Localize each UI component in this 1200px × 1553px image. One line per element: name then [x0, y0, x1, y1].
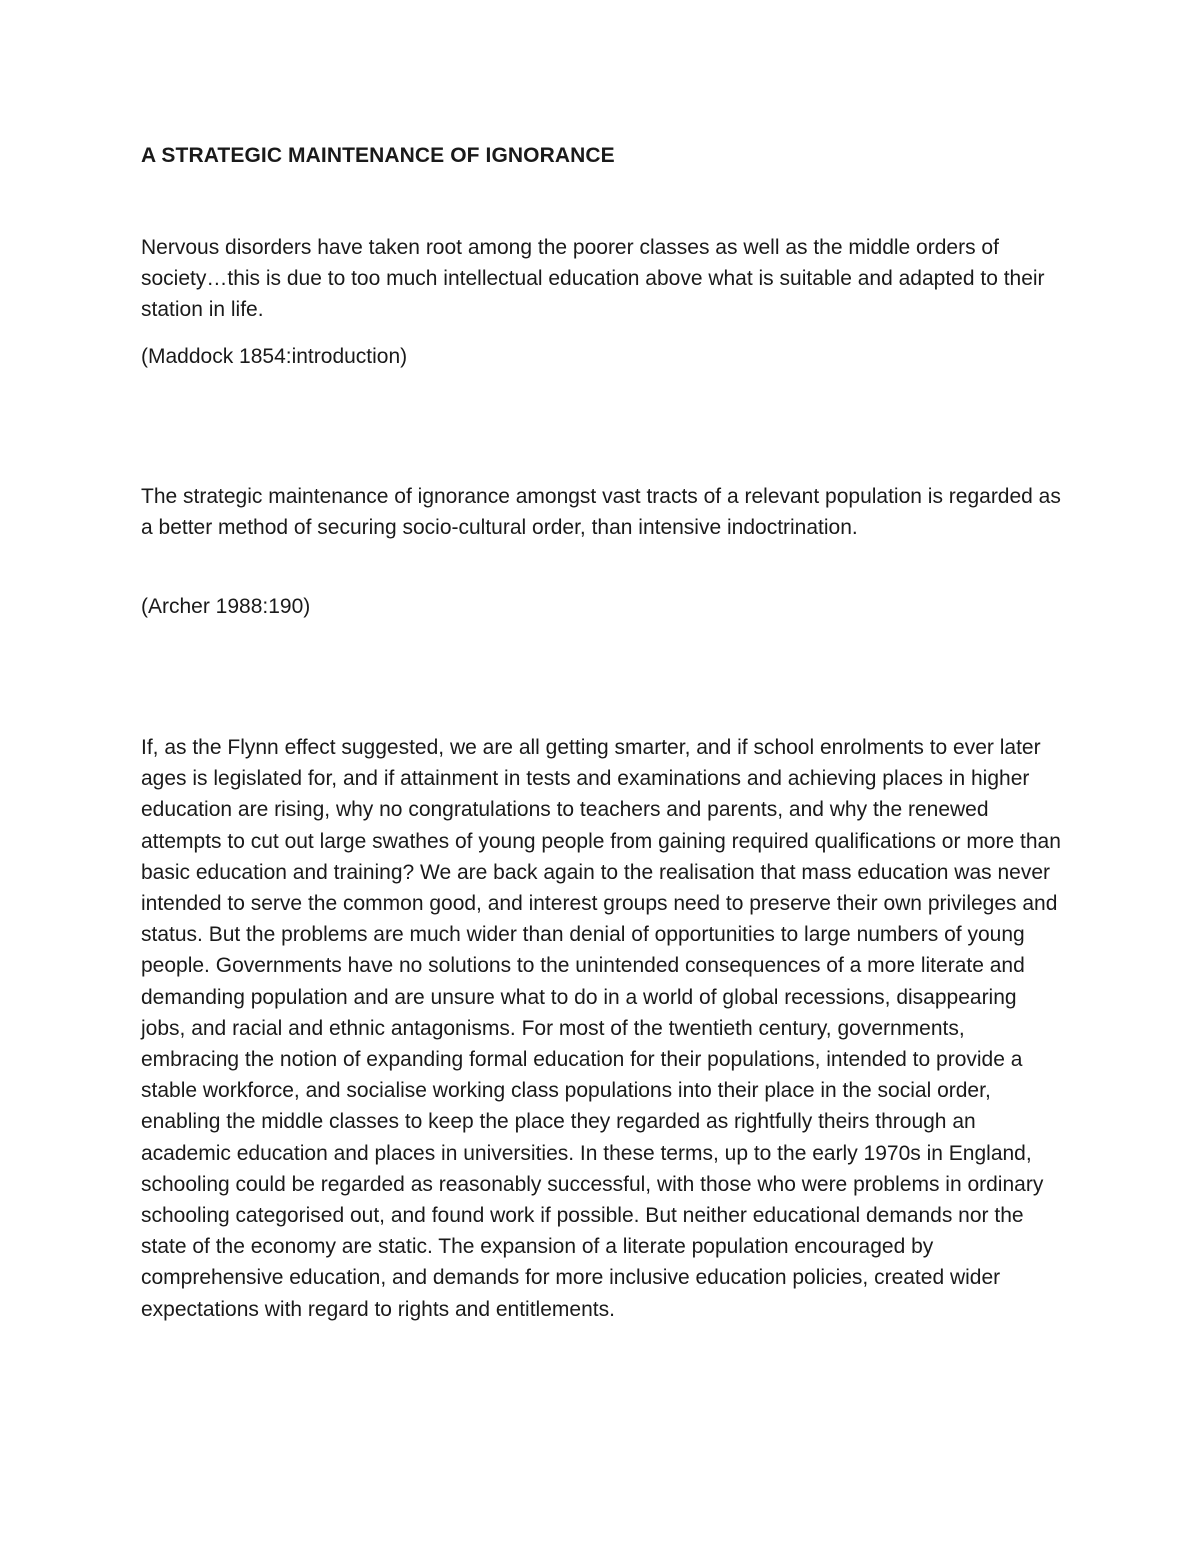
epigraph-citation-archer: (Archer 1988:190) — [141, 595, 311, 618]
epigraph-citation-maddock: (Maddock 1854:introduction) — [141, 345, 408, 368]
document-title: A STRATEGIC MAINTENANCE OF IGNORANCE — [141, 144, 615, 167]
epigraph-quote-archer: The strategic maintenance of ignorance amongst vast tracts of a relevant population is regarded as a better method of securing socio-cultural order, than intensive indoctrination. — [141, 485, 1061, 540]
body-paragraph: If, as the Flynn effect suggested, we are all getting smarter, and if school enrolments to ever later ages is legislated for, and if attainment in tests and examinations and achieving places in higher education are rising, why no congratulations to teachers and parents, and why the renewed attempts to cut out large swathes of young people from gaining required qualifications or more than basic education and training? We are back again to the realisation that mass education was never intended to serve the common good, and interest groups need to preserve their own privileges and status. But the problems are much wider than denial of opportunities to large numbers of young people. Governments have no solutions to the unintended consequences of a more literate and demanding population and are unsure what to do in a world of global recessions, disappearing jobs, and racial and ethnic antagonisms. For most of the twentieth century, governments, embracing the notion of expanding formal education for their populations, intended to provide a stable workforce, and socialise working class populations into their place in the social order, enabling the middle classes to keep the place they regarded as rightfully theirs through an academic education and places in universities. In these terms, up to the early 1970s in England, schooling could be regarded as reasonably successful, with those who were problems in ordinary schooling categorised out, and found work if possible. But neither educational demands nor the state of the economy are static. The expansion of a literate population encouraged by comprehensive education, and demands for more inclusive education policies, created wider expectations with regard to rights and entitlements. — [141, 736, 1061, 1321]
epigraph-quote-maddock: Nervous disorders have taken root among the poorer classes as well as the middle orders of society…this is due to too much intellectual education above what is suitable and adapted to their station in life. — [141, 236, 1045, 322]
